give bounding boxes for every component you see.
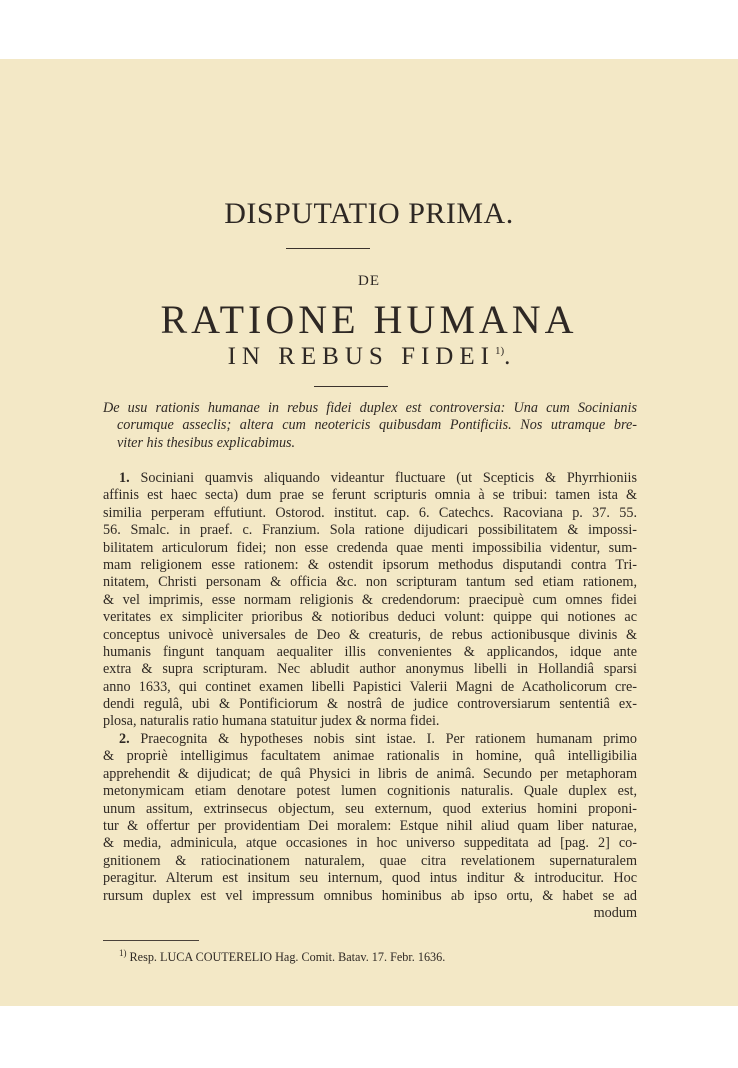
summary-line: De usu rationis humanae in rebus fidei duplex est controversia: Una cum Socinianis (103, 400, 637, 416)
thesis-line: anno 1633, qui continet examen libelli Papistici Valerii Magni de Acatholicorum cre- (103, 678, 637, 695)
catchword: modum (593, 904, 637, 921)
subject-subheading-text: IN REBUS FIDEI (227, 343, 495, 370)
footnote (119, 948, 639, 965)
thesis-line: bilitatem articulorum fidei; non esse credenda quae menti impossibilia videntur, sum- (103, 539, 637, 556)
thesis-line: rursum duplex est vel impressum omnibus hominibus ab ipso ortu, & habet se ad (103, 887, 637, 904)
thesis-line: metonymicam etiam denotare potest lumen cognitionis naturalis. Quale duplex est, (103, 783, 637, 800)
thesis-number: 1. (119, 470, 130, 486)
de-heading: DE (358, 273, 380, 289)
thesis-number: 2. (119, 731, 130, 747)
thesis-line (103, 731, 637, 748)
thesis-line: & vel imprimis, esse normam religionis & credendorum: praecipuè cum omnes fidei (103, 591, 637, 608)
subject-heading: RATIONE HUMANA (160, 297, 578, 342)
footnote-rule (103, 940, 199, 941)
subject-subheading (0, 343, 738, 371)
title-rule-2 (314, 386, 388, 387)
thesis-line: similia perperam effutiunt. Ostorod. institut. cap. 6. Catechcs. Racoviana p. 37. 55. (103, 504, 637, 521)
title-rule-1 (286, 248, 370, 249)
thesis-line: nitatem, Christi personam & officia &c. non scripturam tantum sed etiam rationem, (103, 574, 637, 591)
summary (103, 400, 637, 452)
thesis-line: & media, adminicula, atque occasiones in hoc universo suppeditata ad [pag. 2] co- (103, 835, 637, 852)
thesis-line: 56. Smalc. in praef. c. Franzium. Sola ratione dijudicari possibilitatem & impossi- (103, 522, 637, 539)
footnote-text: Resp. LUCA COUTERELIO Hag. Comit. Batav. 17. Febr. 1636. (129, 950, 446, 965)
thesis-line: conceptus univocè universales de Deo & creaturis, de rebus actionibusque divinis & (103, 626, 637, 643)
summary-line: viter his thesibus explicabimus. (117, 434, 296, 451)
thesis-line: & propriè intelligimus facultatem animae rationalis in homine, quâ intelligibilia (103, 748, 637, 765)
thesis-line: gnitionem & ratiocinationem naturalem, quae citra revelationem supernaturalem (103, 852, 637, 869)
thesis-line: dendi regulâ, ubi & Pontificiorum & nostrâ de judice controversiarum sententiâ ex- (103, 696, 637, 713)
footnote-reference: 1) (494, 345, 505, 357)
thesis-1 (103, 470, 637, 731)
thesis-line: veritates ex simpliciter prioribus & notioribus deduci volunt: quippe qui notiones ac (103, 609, 637, 626)
thesis-line: unum assitum, extrinsecus objectum, seu externum, quod exterius homini proponi- (103, 800, 637, 817)
thesis-line: mam religionem esse rationem: & ostendit ipsorum methodus disputandi contra Tri- (103, 556, 637, 573)
thesis-line: peragitur. Alterum est insitum seu internum, quod intus inditur & introducitur. Hoc (103, 870, 637, 887)
thesis-line-text: Sociniani quamvis aliquando videantur fluctuare (ut Scepticis & Phyrrhioniis (140, 470, 637, 486)
thesis-line: extra & supra scripturam. Nec abludit author anonymus libelli in Hollandiâ sparsi (103, 661, 637, 678)
thesis-line: affinis est haec secta) dum prae se ferunt scripturis omnia à se tribui: tamen ista & (103, 487, 637, 504)
thesis-line: humanis fingunt tanquam aequaliter illis convenientes & applicandos, idque ante (103, 643, 637, 660)
summary-line: corumque asseclis; altera cum neotericis quibusdam Pontificiis. Nos utramque bre- (117, 417, 637, 434)
thesis-line: apprehendit & dijudicat; de quâ Physici in libris de animâ. Secundo per metaphoram (103, 765, 637, 782)
subject-subheading-end: . (504, 343, 511, 370)
footnote-marker: 1) (119, 948, 127, 958)
thesis-line: plosa, naturalis ratio humana statuitur judex & norma fidei. (103, 713, 440, 730)
thesis-line-text: Praecognita & hypotheses nobis sint istae. I. Per rationem humanam primo (140, 731, 637, 747)
disputation-title: DISPUTATIO PRIMA. (224, 197, 514, 230)
thesis-line (103, 470, 637, 487)
thesis-line: tur & offertur per providentiam Dei moralem: Estque nihil aliud quam liber naturae, (103, 817, 637, 834)
thesis-2 (103, 731, 637, 922)
